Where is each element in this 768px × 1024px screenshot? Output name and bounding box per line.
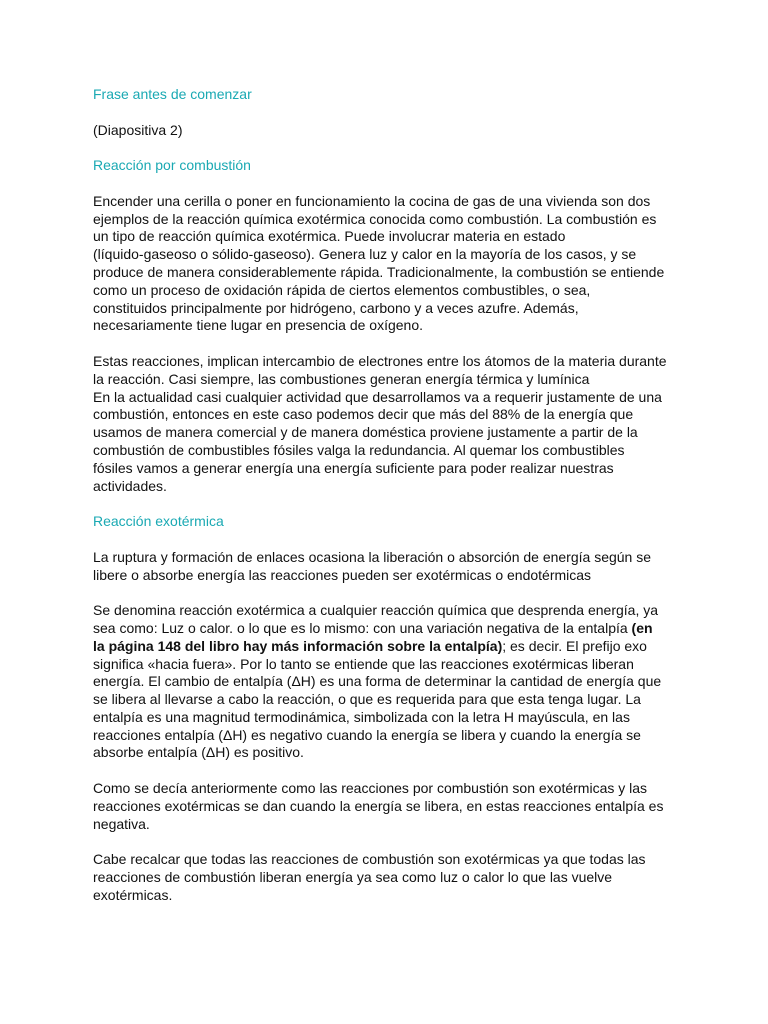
paragraph-bond-breaking xyxy=(93,549,678,585)
text-line: Como se decía anteriormente como las reacciones por combustión son exotérmicas y las xyxy=(93,780,648,797)
text-line: constituidos principalmente por hidrógeno, carbono y a veces azufre. Además, xyxy=(93,299,579,316)
text-line: absorbe entalpía (ΔH) es positivo. xyxy=(93,744,304,761)
text-line: Estas reacciones, implican intercambio de electrones entre los átomos de la materia durante xyxy=(93,352,667,369)
text-line: actividades. xyxy=(93,477,167,494)
slide-reference: (Diapositiva 2) xyxy=(93,121,183,138)
text-line: reacciones de combustión liberan energía ya sea como luz o calor lo que las vuelve xyxy=(93,869,613,886)
text-span: sea como: Luz o calor. o lo que es lo mismo: con una variación negativa de la entalpía xyxy=(93,619,632,636)
text-line: la reacción. Casi siempre, las combustiones generan energía térmica y lumínica xyxy=(93,370,590,387)
text-line: energía. El cambio de entalpía (ΔH) es una forma de determinar la cantidad de energía que xyxy=(93,673,662,690)
text-line: combustión, entonces en este caso podemos decir que más del 88% de la energía que xyxy=(93,406,634,423)
text-line: exotérmicas. xyxy=(93,886,173,903)
text-line: necesariamente tiene lugar en presencia de oxígeno. xyxy=(93,317,423,334)
text-line: fósiles vamos a generar energía una energía suficiente para poder realizar nuestras xyxy=(93,459,614,476)
text-line: La ruptura y formación de enlaces ocasiona la liberación o absorción de energía según se xyxy=(93,548,652,565)
text-line: reacciones exotérmicas se dan cuando la energía se libera, en estas reacciones entalpía es xyxy=(93,797,664,814)
text-line: En la actualidad casi cualquier actividad que desarrollamos va a requerir justamente de una xyxy=(93,388,662,405)
paragraph-combustion-exothermic xyxy=(93,780,678,833)
heading-exothermic-reaction: Reacción exotérmica xyxy=(93,513,224,530)
paragraph-conclusion xyxy=(93,851,678,904)
text-line: Cabe recalcar que todas las reacciones de combustión son exotérmicas ya que todas las xyxy=(93,851,646,868)
text-line: como un proceso de oxidación rápida de ciertos elementos combustibles, o sea, xyxy=(93,281,591,298)
paragraph-exothermic-definition xyxy=(93,602,678,762)
bold-text-span: (en xyxy=(631,619,653,636)
text-line: negativa. xyxy=(93,815,150,832)
text-line: libere o absorbe energía las reacciones pueden ser exotérmicas o endotérmicas xyxy=(93,566,592,583)
text-line: (líquido-gaseoso o sólido-gaseoso). Genera luz y calor en la mayoría de los casos, y se xyxy=(93,246,637,263)
text-line xyxy=(93,638,678,656)
heading-combustion-reaction: Reacción por combustión xyxy=(93,157,251,174)
text-line: reacciones entalpía (ΔH) es negativo cuando la energía se libera y cuando la energía se xyxy=(93,726,641,743)
text-line: Encender una cerilla o poner en funcionamiento la cocina de gas de una vivienda son dos xyxy=(93,192,651,209)
text-line: un tipo de reacción química exotérmica. Puede involucrar materia en estado xyxy=(93,228,566,245)
bold-text-span: la página 148 del libro hay más información sobre la entalpía) xyxy=(93,637,503,654)
text-line: Se denomina reacción exotérmica a cualquier reacción química que desprenda energía, ya xyxy=(93,602,659,619)
text-line: usamos de manera comercial y de manera doméstica proviene justamente a partir de la xyxy=(93,424,638,441)
paragraph-electron-exchange xyxy=(93,353,678,495)
heading-phrase-before-start: Frase antes de comenzar xyxy=(93,86,252,102)
text-line: produce de manera considerablemente rápida. Tradicionalmente, la combustión se entiende xyxy=(93,263,665,280)
text-span: ; es decir. El prefijo exo xyxy=(502,637,647,654)
text-line: entalpía es una magnitud termodinámica, simbolizada con la letra H mayúscula, en las xyxy=(93,708,630,725)
paragraph-combustion-intro xyxy=(93,193,678,335)
text-line: significa «hacia fuera». Por lo tanto se entiende que las reacciones exotérmicas liberan xyxy=(93,655,634,672)
text-line xyxy=(93,620,678,638)
text-line: ejemplos de la reacción química exotérmica conocida como combustión. La combustión es xyxy=(93,210,657,227)
text-line: combustión de combustibles fósiles valga la redundancia. Al quemar los combustibles xyxy=(93,441,625,458)
text-line: se libera al llevarse a cabo la reacción, o que es requerida para que esta tenga lugar. La xyxy=(93,691,641,708)
